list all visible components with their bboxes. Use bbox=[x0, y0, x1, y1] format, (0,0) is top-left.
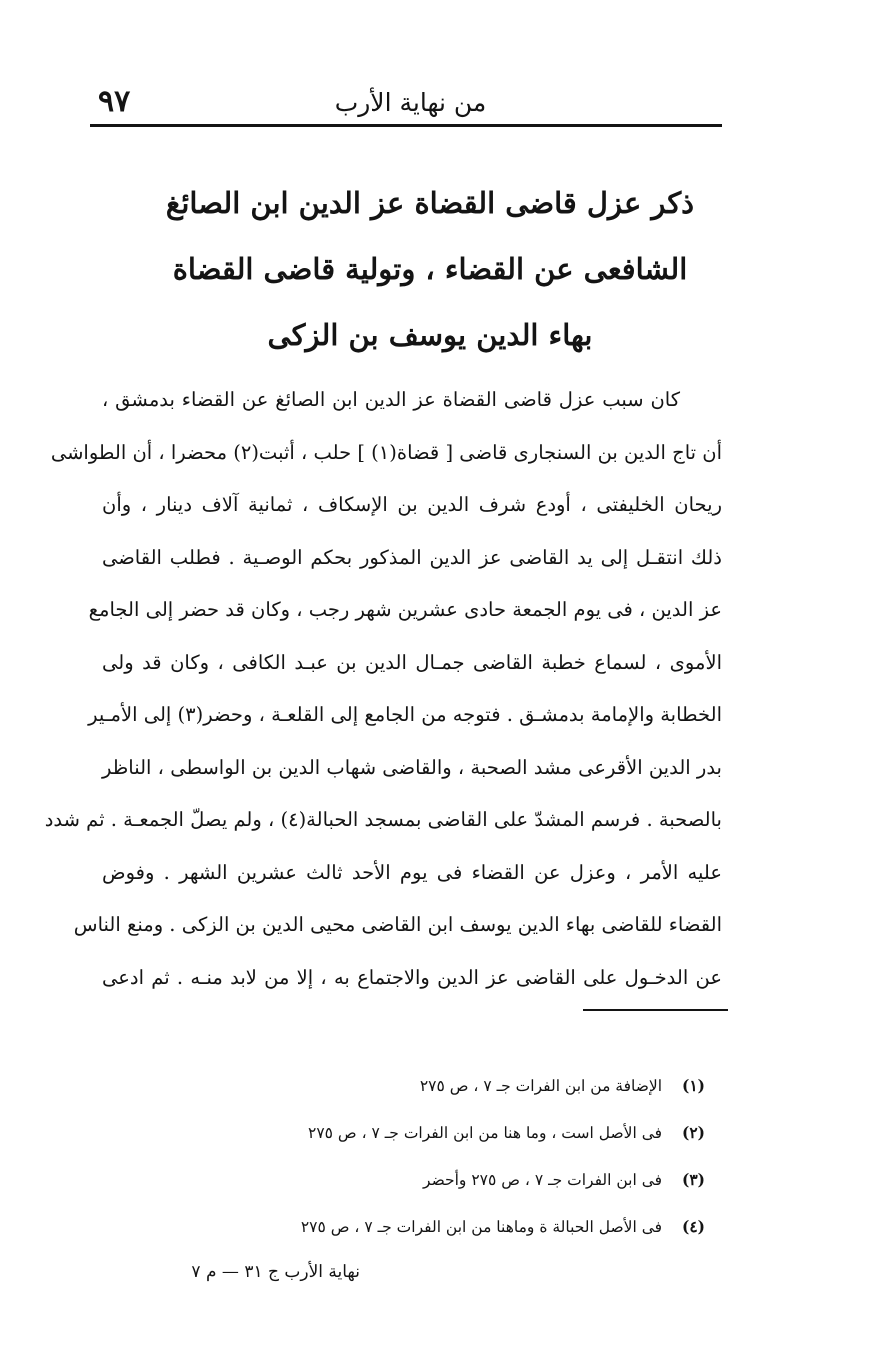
footnote bbox=[260, 1203, 705, 1250]
page-number: ٩٧ bbox=[98, 84, 131, 119]
header-rule bbox=[90, 124, 722, 127]
chapter-title-line: الشافعى عن القضاء ، وتولية قاضى القضاة bbox=[172, 252, 688, 286]
footnote bbox=[260, 1109, 705, 1156]
body-line: كان سبب عزل قاضى القضاة عز الدين ابن الصائغ عن القضاء بدمشق ، bbox=[102, 388, 680, 411]
body-line: ريحان الخليفتى ، أودع شرف الدين بن الإسكاف ، ثمانية آلاف دينار ، وأن bbox=[102, 493, 722, 516]
body-line: الأموى ، لسماع خطبة القاضى جمـال الدين بن عبـد الكافى ، وكان قد ولى bbox=[102, 650, 722, 674]
footnote-rule bbox=[583, 1009, 728, 1011]
body-line: بدر الدين الأقرعى مشد الصحبة ، والقاضى شهاب الدين بن الواسطى ، الناظر bbox=[102, 755, 722, 779]
chapter-title-line: بهاء الدين يوسف بن الزكى bbox=[267, 318, 593, 352]
body-line: الخطابة والإمامة بدمشـق . فتوجه من الجامع إلى القلعـة ، وحضر(٣) إلى الأمـير bbox=[88, 703, 722, 726]
footnotes bbox=[260, 1062, 705, 1250]
chapter-title-line: ذكر عزل قاضى القضاة عز الدين ابن الصائغ bbox=[165, 186, 695, 220]
footnote-text: الإضافة من ابن الفرات جـ ٧ ، ص ٢٧٥ bbox=[419, 1077, 663, 1095]
body-line: القضاء للقاضى بهاء الدين يوسف ابن القاضى محيى الدين بن الزكى . ومنع الناس bbox=[73, 913, 722, 936]
footnote-number: (٤) bbox=[681, 1217, 705, 1236]
running-header bbox=[98, 80, 723, 124]
footnote-number: (٢) bbox=[681, 1123, 705, 1142]
body-line: ذلك انتقـل إلى يد القاضى عز الدين المذكور بحكم الوصـية . فطلب القاضى bbox=[102, 545, 722, 569]
body-paragraph bbox=[44, 374, 722, 1004]
body-line: عن الدخـول على القاضى عز الدين والاجتماع به ، إلا من لابد منـه . ثم ادعى bbox=[102, 965, 722, 989]
body-line: عز الدين ، فى يوم الجمعة حادى عشرين شهر رجب ، وكان قد حضر إلى الجامع bbox=[88, 598, 722, 621]
footnote-text: فى الأصل الحبالة ة وماهنا من ابن الفرات جـ ٧ ، ص ٢٧٥ bbox=[300, 1218, 663, 1236]
body-line: عليه الأمر ، وعزل عن القضاء فى يوم الأحد ثالث عشرين الشهر . وفوض bbox=[102, 860, 722, 884]
body-line: بالصحبة . فرسم المشدّ على القاضى بمسجد الحبالة(٤) ، ولم يصلّ الجمعـة . ثم شدد bbox=[44, 808, 722, 831]
footnote-number: (٣) bbox=[681, 1170, 705, 1189]
footnote bbox=[260, 1156, 705, 1203]
body-line: أن تاج الدين بن السنجارى قاضى [ قضاة(١) ] حلب ، أثبت(٢) محضرا ، أن الطواشى bbox=[50, 440, 722, 464]
footnote bbox=[260, 1062, 705, 1109]
printer-signature: نهاية الأرب ج ٣١ — م ٧ bbox=[191, 1262, 360, 1282]
running-title: من نهاية الأرب bbox=[334, 88, 487, 117]
footnote-text: فى الأصل است ، وما هنا من ابن الفرات جـ ٧ ، ص ٢٧٥ bbox=[308, 1124, 663, 1142]
footnote-text: فى ابن الفرات جـ ٧ ، ص ٢٧٥ وأحضر bbox=[423, 1171, 663, 1189]
chapter-title bbox=[150, 170, 710, 368]
footnote-number: (١) bbox=[681, 1076, 705, 1095]
